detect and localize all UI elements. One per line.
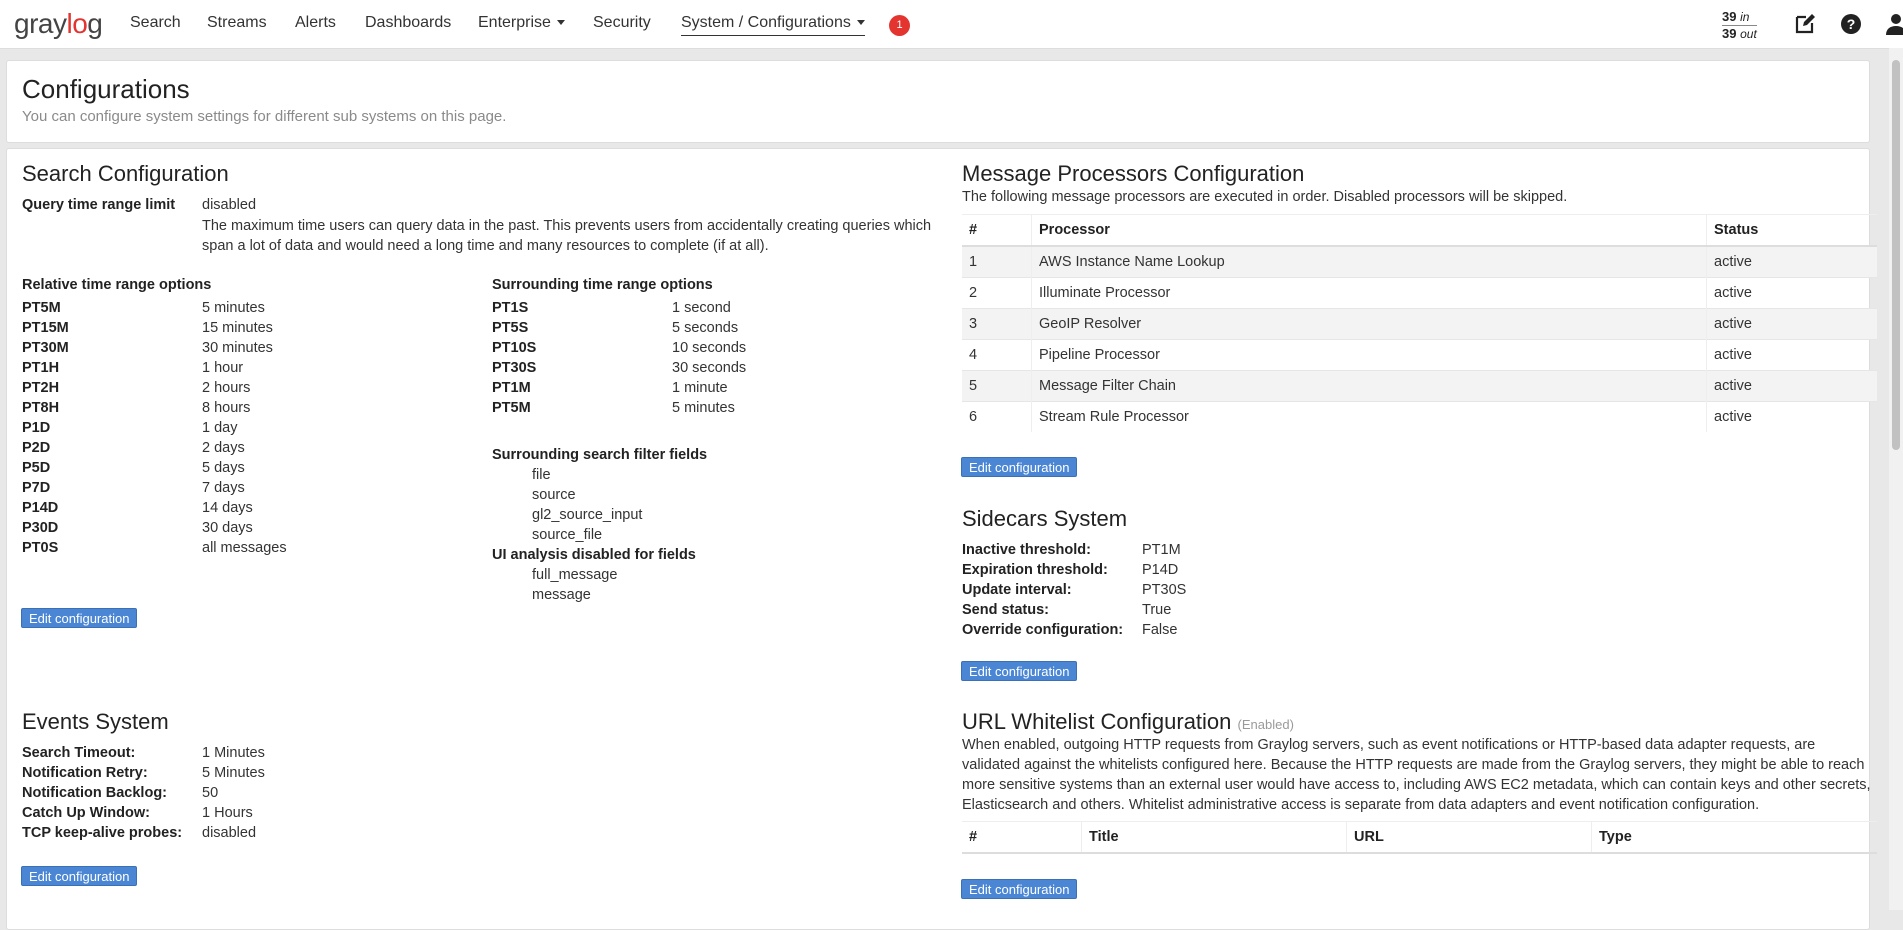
setting-value: 8 hours [202,400,251,416]
processor-name: GeoIP Resolver [1032,309,1707,340]
processor-status: active [1707,309,1878,340]
sidecars-edit-button[interactable]: Edit configuration [961,661,1077,681]
setting-row [22,320,422,340]
setting-row [22,360,422,380]
setting-row [962,562,1362,582]
setting-value: 50 [202,785,219,801]
configurations-panel [6,148,1870,930]
processors-edit-button[interactable]: Edit configuration [961,457,1077,477]
setting-key: PT1M [492,380,531,396]
processor-order: 2 [962,278,1032,309]
setting-value: 30 days [202,520,253,536]
setting-value: P14D [1142,562,1179,578]
setting-row [22,825,422,845]
setting-row [492,400,892,420]
setting-value: PT30S [1142,582,1187,598]
setting-value: 5 minutes [202,300,265,316]
setting-row [22,805,422,825]
setting-key: Expiration threshold: [962,562,1108,578]
processor-status: active [1707,402,1878,433]
setting-value: 1 Hours [202,805,253,821]
setting-key: PT5M [492,400,531,416]
table-row [962,278,1877,309]
table-row [962,340,1877,371]
sidecars-title: Sidecars System [962,506,1128,531]
processors-table [962,214,1877,432]
setting-value: 1 second [672,300,731,316]
setting-key: Search Timeout: [22,745,136,761]
processor-name: Illuminate Processor [1032,278,1707,309]
setting-value: 5 seconds [672,320,739,336]
setting-key: Override configuration: [962,622,1124,638]
whitelist-title-text: URL Whitelist Configuration [962,709,1232,734]
setting-key: PT5S [492,320,529,336]
ui-disabled-fields-title: UI analysis disabled for fields [492,547,696,563]
setting-row [22,400,422,420]
table-row [962,309,1877,340]
setting-key: PT30M [22,340,69,356]
edit-icon[interactable] [1793,12,1817,36]
scrollbar-thumb[interactable] [1892,60,1900,450]
setting-row [22,300,422,320]
setting-value: 5 days [202,460,245,476]
setting-value: 2 hours [202,380,251,396]
setting-row [492,300,892,320]
processor-order: 4 [962,340,1032,371]
setting-row [22,420,422,440]
setting-value: True [1142,602,1172,618]
setting-key: P7D [22,480,51,496]
table-row [962,371,1877,402]
setting-key: Update interval: [962,582,1072,598]
setting-row [22,540,422,560]
processor-status: active [1707,246,1878,278]
help-icon[interactable] [1839,12,1863,36]
table-row [962,246,1877,278]
setting-row [22,460,422,480]
setting-row [22,785,422,805]
setting-row [22,340,422,360]
chevron-down-icon [857,20,865,25]
whitelist-table [962,821,1877,854]
processor-order: 6 [962,402,1032,433]
filter-field-item: source_file [532,527,603,543]
setting-key: PT8H [22,400,60,416]
processors-title: Message Processors Configuration [962,161,1305,186]
setting-key: PT1S [492,300,529,316]
column-header: # [962,215,1032,247]
filter-field-item: file [532,467,551,483]
setting-row [962,622,1362,642]
setting-row [492,320,892,340]
setting-row [22,380,422,400]
setting-row [22,500,422,520]
setting-row [22,745,422,765]
setting-key: P2D [22,440,51,456]
processor-name: AWS Instance Name Lookup [1032,246,1707,278]
setting-key: PT30S [492,360,537,376]
throughput-indicator[interactable] [1722,9,1757,42]
processors-description: The following message processors are executed in order. Disabled processors will be skipped. [962,189,1568,205]
page-header-panel [6,60,1870,143]
column-header: Status [1707,215,1878,247]
setting-value: 30 minutes [202,340,273,356]
processor-status: active [1707,278,1878,309]
setting-key: Catch Up Window: [22,805,150,821]
column-header: # [962,822,1082,854]
user-icon[interactable] [1884,12,1903,36]
setting-row [492,380,892,400]
column-header: Title [1082,822,1347,854]
table-header-row [962,215,1877,247]
processor-name: Pipeline Processor [1032,340,1707,371]
setting-value: 7 days [202,480,245,496]
page-scrollbar[interactable] [1889,48,1903,910]
setting-row [962,582,1362,602]
processor-order: 5 [962,371,1032,402]
setting-value: 2 days [202,440,245,456]
nav-alerts[interactable]: Alerts [295,14,336,31]
ui-disabled-field-item: full_message [532,567,618,583]
query-limit-value: disabled [202,197,257,213]
search-config-title: Search Configuration [22,161,229,186]
setting-row [22,480,422,500]
surrounding-options-title: Surrounding time range options [492,277,713,293]
events-edit-button[interactable]: Edit configuration [21,866,137,886]
setting-row [492,340,892,360]
setting-row [22,440,422,460]
query-limit-label: Query time range limit [22,197,176,213]
setting-key: PT10S [492,340,537,356]
processors-table-body [962,246,1877,432]
setting-value: 10 seconds [672,340,747,356]
setting-value: 1 minute [672,380,728,396]
setting-key: P1D [22,420,51,436]
setting-key: PT2H [22,380,60,396]
processor-status: active [1707,340,1878,371]
processor-name: Stream Rule Processor [1032,402,1707,433]
processor-order: 1 [962,246,1032,278]
page-subtitle: You can configure system settings for different sub systems on this page. [22,108,507,125]
setting-key: Inactive threshold: [962,542,1091,558]
nav-security[interactable]: Security [593,14,651,31]
column-header: Processor [1032,215,1707,247]
setting-key: PT0S [22,540,59,556]
nav-enterprise-label: Enterprise [478,14,551,31]
setting-key: Notification Backlog: [22,785,168,801]
setting-value: 15 minutes [202,320,273,336]
nav-search[interactable]: Search [130,14,181,31]
top-navbar [0,0,1903,49]
svg-text:?: ? [1846,16,1856,32]
setting-value: 30 seconds [672,360,747,376]
ui-disabled-field-item: message [532,587,591,603]
filter-field-item: source [532,487,576,503]
processor-order: 3 [962,309,1032,340]
setting-value: 1 hour [202,360,244,376]
setting-row [962,602,1362,622]
setting-value: all messages [202,540,287,556]
setting-row [492,360,892,380]
column-header: Type [1592,822,1878,854]
throughput-in: 39 in [1722,9,1750,24]
filter-field-item: gl2_source_input [532,507,643,523]
query-limit-description: The maximum time users can query data in the past. This prevents users from accidentally creating queries which span a lot of data and would need a long time and many resources to complete (if at all). [202,218,932,254]
nav-dashboards[interactable]: Dashboards [365,14,452,31]
setting-key: PT5M [22,300,61,316]
processor-status: active [1707,371,1878,402]
setting-value: False [1142,622,1178,638]
whitelist-description: When enabled, outgoing HTTP requests from Graylog servers, such as event notifications or HTTP-based data adapter requests, are validated against the whitelists configured here. Because the HTTP requests are made from the Graylog servers, they might be able to reach more sensitive systems than an external user would have access to, including AWS EC2 metadata, which can contain keys and other secrets, Elasticsearch and others. Whitelist administrative access is separate from data adapters and event notification configuration. [962,737,1871,813]
setting-key: P14D [22,500,59,516]
setting-key: TCP keep-alive probes: [22,825,183,841]
setting-key: Send status: [962,602,1050,618]
table-header-row [962,822,1877,854]
setting-key: Notification Retry: [22,765,148,781]
search-config-edit-button[interactable]: Edit configuration [21,608,137,628]
notification-badge[interactable]: 1 [889,15,910,36]
filter-fields-title: Surrounding search filter fields [492,447,708,463]
setting-key: P5D [22,460,51,476]
setting-row [962,542,1362,562]
setting-key: P30D [22,520,59,536]
graylog-logo[interactable]: graylog [14,8,103,39]
column-header: URL [1347,822,1592,854]
setting-value: 1 Minutes [202,745,265,761]
setting-key: PT15M [22,320,69,336]
table-row [962,402,1877,433]
whitelist-status: (Enabled) [1237,717,1294,732]
page-title: Configurations [22,74,190,104]
whitelist-edit-button[interactable]: Edit configuration [961,879,1077,899]
nav-system-configurations[interactable] [681,14,865,36]
nav-system-label: System / Configurations [681,14,851,31]
throughput-out: 39 out [1722,26,1757,41]
nav-enterprise[interactable] [478,14,565,32]
setting-row [22,765,422,785]
events-system-title: Events System [22,709,169,734]
whitelist-title [962,709,1294,735]
relative-options-title: Relative time range options [22,277,212,293]
setting-value: disabled [202,825,257,841]
chevron-down-icon [557,20,565,25]
processor-name: Message Filter Chain [1032,371,1707,402]
setting-key: PT1H [22,360,60,376]
setting-row [22,520,422,540]
setting-value: 5 Minutes [202,765,265,781]
setting-value: 1 day [202,420,238,436]
setting-value: 5 minutes [672,400,735,416]
nav-streams[interactable]: Streams [207,14,267,31]
setting-value: PT1M [1142,542,1181,558]
setting-value: 14 days [202,500,253,516]
